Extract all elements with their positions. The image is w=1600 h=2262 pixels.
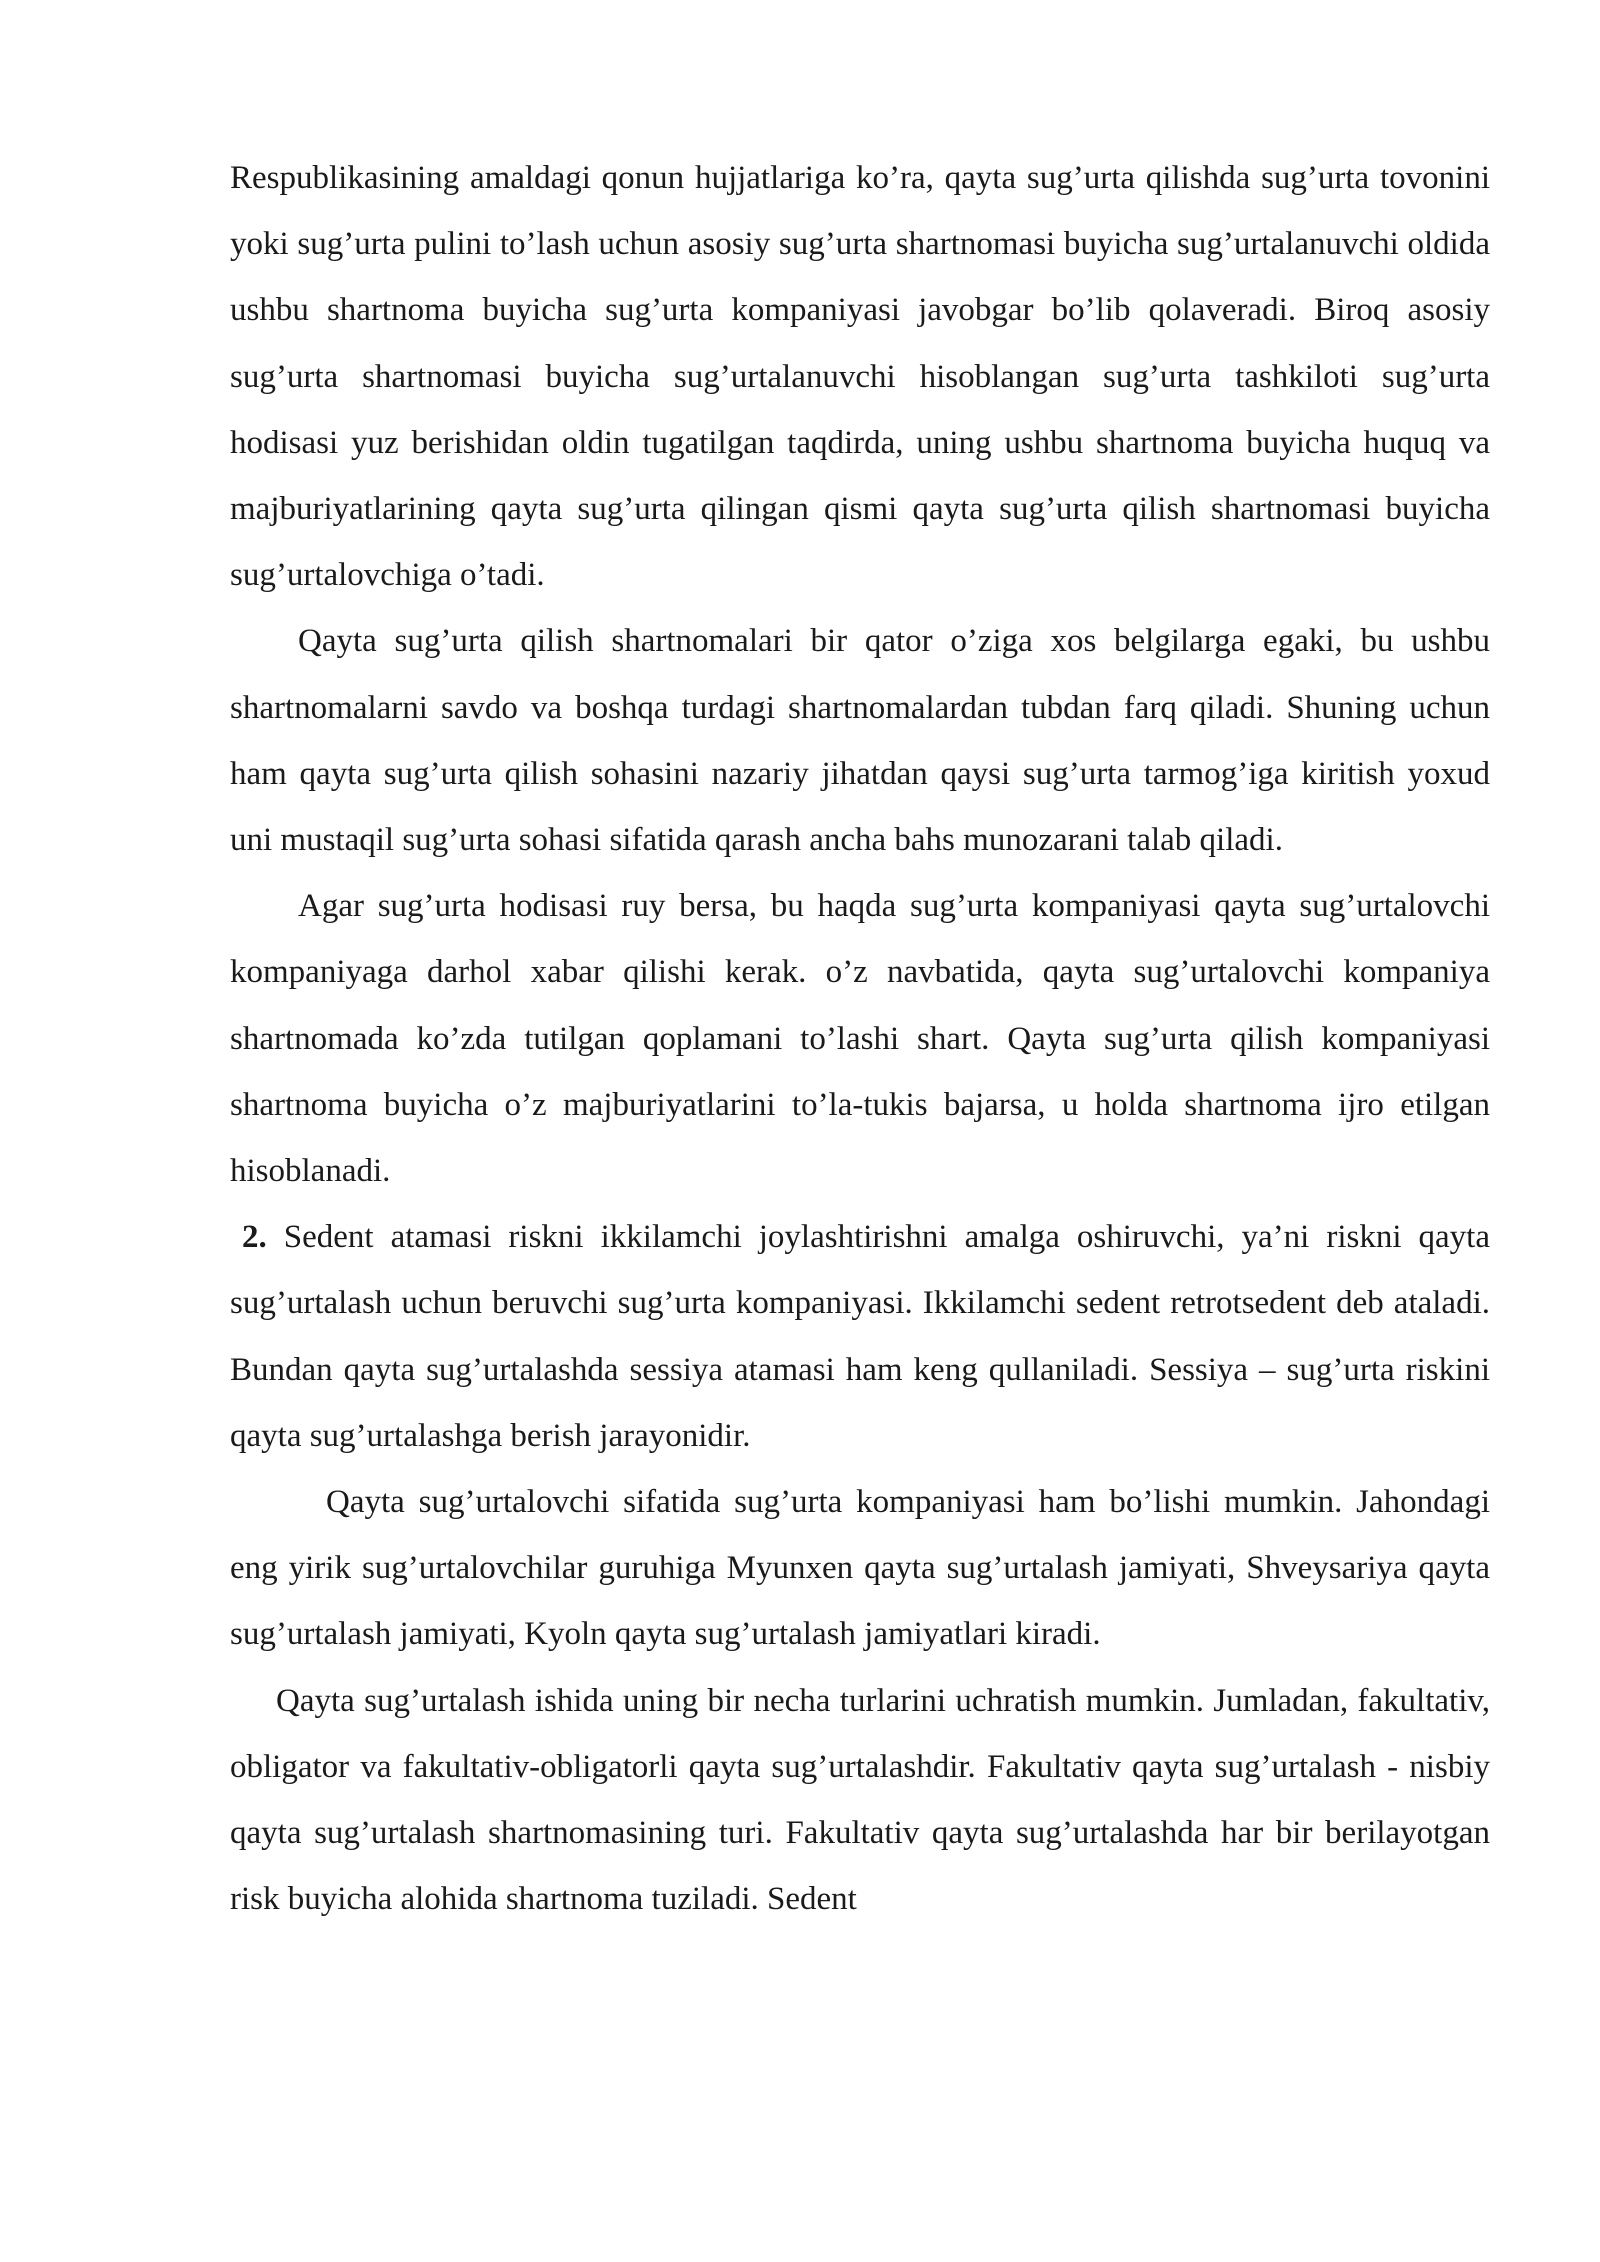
paragraph-4 bbox=[230, 1204, 1490, 1469]
paragraph-1: Respublikasining amaldagi qonun hujjatlariga ko’ra, qayta sug’urta qilishda sug’urta tovonini yoki sug’urta pulini to’lash uchun asosiy sug’urta shartnomasi buyicha sug’urtalanuvchi oldida ushbu shartnoma buyicha sug’urta kompaniyasi javobgar bo’lib qolaveradi. Biroq asosiy sug’urta shartnomasi buyicha sug’urtalanuvchi hisoblangan sug’urta tashkiloti sug’urta hodisasi yuz berishidan oldin tugatilgan taqdirda, uning ushbu shartnoma buyicha huquq va majburiyatlarining qayta sug’urta qilingan qismi qayta sug’urta qilish shartnomasi buyicha sug’urtalovchiga o’tadi. bbox=[230, 160, 1490, 594]
section-number: 2. bbox=[242, 1219, 267, 1256]
paragraph-5: Qayta sug’urtalovchi sifatida sug’urta kompaniyasi ham bo’lishi mumkin. Jahondagi eng yirik sug’urtalovchilar guruhiga Myunxen qayta sug’urtalash jamiyati, Shveysariya qayta sug’urtalash jamiyati, Kyoln qayta sug’urtalash jamiyatlari kiradi. bbox=[230, 1484, 1490, 1653]
paragraph-3: Agar sug’urta hodisasi ruy bersa, bu haqda sug’urta kompaniyasi qayta sug’urtalovchi kompaniyaga darhol xabar qilishi kerak. o’z navbatida, qayta sug’urtalovchi kompaniya shartnomada ko’zda tutilgan qoplamani to’lashi shart. Qayta sug’urta qilish kompaniyasi shartnoma buyicha o’z majburiyatlarini to’la-tukis bajarsa, u holda shartnoma ijro etilgan hisoblanadi. bbox=[230, 888, 1490, 1190]
paragraph-6: Qayta sug’urtalash ishida uning bir necha turlarini uchratish mumkin. Jumladan, fakultativ, obligator va fakultativ-obligatorli qayta sug’urtalashdir. Fakultativ qayta sug’urtalash - nisbiy qayta sug’urtalash shartnomasining turi. Fakultativ qayta sug’urtalashda har bir berilayotgan risk buyicha alohida shartnoma tuziladi. Sedent bbox=[230, 1682, 1490, 1918]
document-page bbox=[230, 145, 1490, 1932]
paragraph-2: Qayta sug’urta qilish shartnomalari bir qator o’ziga xos belgilarga egaki, bu ushbu shartnomalarni savdo va boshqa turdagi shartnomalardan tubdan farq qiladi. Shuning uchun ham qayta sug’urta qilish sohasini nazariy jihatdan qaysi sug’urta tarmog’iga kiritish yoxud uni mustaqil sug’urta sohasi sifatida qarash ancha bahs munozarani talab qiladi. bbox=[230, 623, 1490, 859]
paragraph-4-text: Sedent atamasi riskni ikkilamchi joylashtirishni amalga oshiruvchi, ya’ni riskni qayta sug’urtalash uchun beruvchi sug’urta kompaniyasi. Ikkilamchi sedent retrotsedent deb ataladi. Bundan qayta sug’urtalashda sessiya atamasi ham keng qullaniladi. Sessiya – sug’urta riskini qayta sug’urtalashga berish jarayonidir. bbox=[230, 1219, 1490, 1454]
